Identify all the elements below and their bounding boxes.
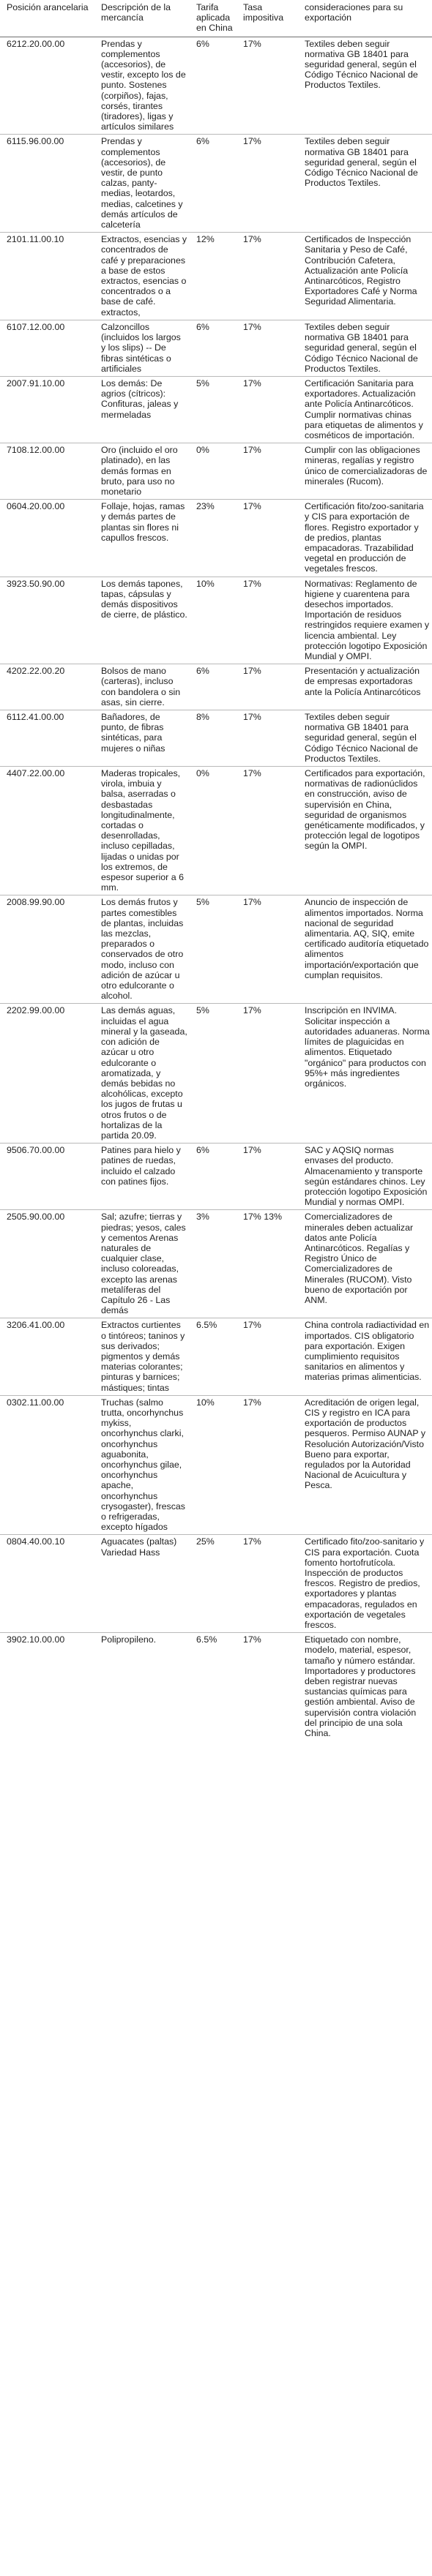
header-description: Descripción de la mercancía bbox=[101, 2, 171, 23]
china-rate-cell: 5% bbox=[196, 897, 209, 908]
table-row bbox=[0, 1318, 432, 1395]
tariff-code-cell: 7108.12.00.00 bbox=[7, 445, 65, 456]
export-notes-cell: Anuncio de inspección de alimentos importados. Norma nacional de seguridad alimentaria. AQ, SIQ, emite certificado auditoría etiquetado alimentos importación/exportación que cumplan requisitos. bbox=[305, 897, 429, 980]
table-row bbox=[0, 500, 432, 577]
china-rate-cell: 3% bbox=[196, 1212, 209, 1223]
china-rate-cell: 8% bbox=[196, 712, 209, 722]
export-notes-cell: Textiles deben seguir normativa GB 18401 para seguridad general, según el Código Técnico Nacional de Productos Textiles. bbox=[305, 136, 418, 189]
export-notes-cell: Normativas: Reglamento de higiene y cuarentena para desechos importados. Importación de residuos restringidos requiere examen y licencia ambiental. Ley protección logotipo Exposición Mundial y OMPI. bbox=[305, 578, 430, 661]
export-notes-cell: Inscripción en INVIMA. Solicitar inspección a autoridades aduaneras. Norma límites de plaguicidas en alimentos. Etiquetado "orgánico" para productos con 95%+ más ingredientes orgánicos. bbox=[305, 1005, 430, 1089]
description-cell: Las demás aguas, incluidas el agua mineral y la gaseada, con adición de azúcar u otro edulcorante o aromatizada, y demás bebidas no alcohólicas, excepto los jugos de frutas u otros frutos o de hortalizas de la partida 20.09. bbox=[101, 1005, 187, 1141]
table-row bbox=[0, 443, 432, 500]
export-notes-cell: Textiles deben seguir normativa GB 18401 para seguridad general, según el Código Técnico Nacional de Productos Textiles. bbox=[305, 712, 418, 764]
china-rate-cell: 25% bbox=[196, 1536, 215, 1547]
export-notes-cell: Certificación fito/zoo-sanitaria y CIS para exportación de flores. Registro exportador y de predios, plantas empacadoras. Trazabilidad vegetal en producción de vegetales frescos. bbox=[305, 501, 424, 574]
table-row bbox=[0, 1395, 432, 1535]
table-row bbox=[0, 233, 432, 320]
header-position: Posición arancelaria bbox=[7, 2, 89, 12]
tax-rate-cell: 17% bbox=[243, 501, 261, 512]
description-cell: Calzoncillos (incluidos los largos y los slips) -- De fibras sintéticas o artificiales bbox=[101, 321, 181, 374]
description-cell: Follaje, hojas, ramas y demás partes de plantas sin flores ni capullos frescos. bbox=[101, 501, 185, 543]
china-rate-cell: 6.5% bbox=[196, 1320, 217, 1331]
china-rate-cell: 6% bbox=[196, 136, 209, 147]
tax-rate-cell: 17% bbox=[243, 897, 261, 908]
export-notes-cell: China controla radiactividad en importados. CIS obligatorio para exportación. Exigen cumplimiento requisitos sanitarios en alimentos y materias primas alimenticias. bbox=[305, 1320, 430, 1383]
table-row bbox=[0, 710, 432, 767]
export-notes-cell: Cumplir con las obligaciones mineras, regalías y registro único de comercializadoras de minerales (Rucom). bbox=[305, 445, 428, 487]
description-cell: Patines para hielo y patines de ruedas, incluido el calzado con patines fijos. bbox=[101, 1145, 181, 1187]
tariff-code-cell: 2202.99.00.00 bbox=[7, 1005, 65, 1016]
tax-rate-cell: 17% bbox=[243, 1634, 261, 1645]
china-rate-cell: 6.5% bbox=[196, 1634, 217, 1645]
tariff-code-cell: 0604.20.00.00 bbox=[7, 501, 65, 512]
tax-rate-cell: 17% bbox=[243, 1005, 261, 1016]
china-rate-cell: 6% bbox=[196, 321, 209, 332]
tax-rate-cell: 17% bbox=[243, 712, 261, 722]
tax-rate-cell: 17% bbox=[243, 768, 261, 779]
tax-rate-cell: 17% bbox=[243, 1536, 261, 1547]
description-cell: Aguacates (paltas) Variedad Hass bbox=[101, 1536, 177, 1558]
tariff-code-cell: 0302.11.00.00 bbox=[7, 1397, 64, 1408]
table-row bbox=[0, 895, 432, 1004]
export-notes-cell: Certificados de Inspección Sanitaria y Peso de Café, Contribución Cafetera, Actualización ante Policía Antinarcóticos, Registro Exportadores Café y Norma Seguridad Alimentaria. bbox=[305, 234, 417, 307]
china-rate-cell: 0% bbox=[196, 445, 209, 456]
table-row bbox=[0, 577, 432, 664]
table-row bbox=[0, 767, 432, 895]
description-cell: Oro (incluido el oro platinado), en las demás formas en bruto, para uso no monetario bbox=[101, 445, 178, 497]
export-notes-cell: Textiles deben seguir normativa GB 18401 para seguridad general, según el Código Técnico Nacional de Productos Textiles. bbox=[305, 321, 418, 374]
tariff-code-cell: 6115.96.00.00 bbox=[7, 136, 64, 147]
tariff-code-cell: 4202.22.00.20 bbox=[7, 666, 65, 677]
description-cell: Maderas tropicales, virola, imbuia y balsa, aserradas o desbastadas longitudinalmente, cortadas o desenrolladas, incluso cepilladas, lijadas o unidas por los extremos, de espesor superior a 6 mm. bbox=[101, 768, 184, 893]
tariff-code-cell: 6107.12.00.00 bbox=[7, 321, 65, 332]
tariff-code-cell: 3902.10.00.00 bbox=[7, 1634, 65, 1645]
tax-rate-cell: 17% 13% bbox=[243, 1212, 283, 1223]
tax-rate-cell: 17% bbox=[243, 1320, 261, 1331]
tax-rate-cell: 17% bbox=[243, 666, 261, 677]
tariff-code-cell: 2505.90.00.00 bbox=[7, 1212, 65, 1223]
description-cell: Truchas (salmo trutta, oncorhynchus mykiss, oncorhynchus clarki, oncorhynchus aguabonita, oncorhynchus gilae, oncorhynchus apache, oncorhynchus crysogaster), frescas o refrigeradas, excepto hígados bbox=[101, 1397, 185, 1533]
header-rate: Tarifa aplicada en China bbox=[196, 2, 233, 34]
china-rate-cell: 6% bbox=[196, 1145, 209, 1156]
table-body bbox=[0, 37, 432, 1741]
table-row bbox=[0, 664, 432, 710]
table-row bbox=[0, 320, 432, 376]
tax-rate-cell: 17% bbox=[243, 378, 261, 388]
description-cell: Prendas y complementos (accesorios), de vestir, excepto los de punto. Sostenes (corpiños), fajas, corsés, tirantes (tiradores), ligas y artículos similares bbox=[101, 38, 186, 132]
table-row bbox=[0, 1144, 432, 1210]
description-cell: Extractos curtientes o tintóreos; taninos y sus derivados; pigmentos y demás materias colorantes; pinturas y barnices; mástiques; tintas bbox=[101, 1320, 185, 1393]
tariff-code-cell: 2008.99.90.00 bbox=[7, 897, 65, 908]
description-cell: Sal; azufre; tierras y piedras; yesos, cales y cementos Arenas naturales de cualquier clase, incluso coloreadas, excepto las arenas metalíferas del Capítulo 26 - Las demás bbox=[101, 1212, 186, 1316]
description-cell: Bolsos de mano (carteras), incluso con bandolera o sin asas, sin cierre. bbox=[101, 666, 181, 707]
tariff-code-cell: 9506.70.00.00 bbox=[7, 1145, 65, 1156]
description-cell: Bañadores, de punto, de fibras sintéticas, para mujeres o niñas bbox=[101, 712, 165, 754]
header-notes: consideraciones para su exportación bbox=[305, 2, 403, 23]
description-cell: Los demás: De agrios (cítricos): Confituras, jaleas y mermeladas bbox=[101, 378, 179, 420]
description-cell: Extractos, esencias y concentrados de café y preparaciones a base de estos extractos, esencias o concentrados o a base de café. extractos, bbox=[101, 234, 187, 318]
tariff-code-cell: 4407.22.00.00 bbox=[7, 768, 65, 779]
description-cell: Los demás frutos y partes comestibles de plantas, incluidas las mezclas, preparados o conservados de otro modo, incluso con adición de azúcar u otro edulcorante o alcohol. bbox=[101, 897, 184, 1002]
export-notes-cell: Certificados para exportación, normativas de radionúclidos en construcción, aviso de supervisión en China, seguridad de organismos genéticamente modificados, y protección legal de logotipos según la OMPI. bbox=[305, 768, 425, 852]
header-row bbox=[0, 0, 432, 37]
table-row bbox=[0, 376, 432, 443]
export-notes-cell: Etiquetado con nombre, modelo, material, espesor, tamaño y número estándar. Importadores y productores deben registrar nuevas sustancias químicas para gestión ambiental. Aviso de supervisión contra violación del principio de una sola China. bbox=[305, 1634, 417, 1739]
table-row bbox=[0, 1004, 432, 1144]
table-row bbox=[0, 135, 432, 233]
table-row bbox=[0, 1535, 432, 1633]
table-row bbox=[0, 1633, 432, 1741]
export-notes-cell: Comercializadores de minerales deben actualizar datos ante Policía Antinarcóticos. Regalías y Registro Único de Comercializadores de Minerales (RUCOM). Visto bueno de exportación por ANM. bbox=[305, 1212, 414, 1305]
tax-rate-cell: 17% bbox=[243, 234, 261, 245]
tariff-code-cell: 0804.40.00.10 bbox=[7, 1536, 65, 1547]
china-rate-cell: 5% bbox=[196, 378, 209, 388]
export-notes-cell: Certificado fito/zoo-sanitario y CIS para exportación. Cuota fomento hortofrutícola. Inspección de productos frescos. Registro de predios, exportadores y plantas empacadoras, regulados en exportación de vegetales frescos. bbox=[305, 1536, 425, 1631]
tariff-code-cell: 6112.41.00.00 bbox=[7, 712, 64, 722]
description-cell: Prendas y complementos (accesorios), de vestir, de punto calzas, panty-medias, leotardos, medias, calcetines y demás artículos de calcetería bbox=[101, 136, 183, 230]
description-cell: Polipropileno. bbox=[101, 1634, 157, 1645]
china-rate-cell: 10% bbox=[196, 1397, 215, 1408]
china-rate-cell: 12% bbox=[196, 234, 215, 245]
china-rate-cell: 6% bbox=[196, 666, 209, 677]
china-rate-cell: 5% bbox=[196, 1005, 209, 1016]
export-notes-cell: Presentación y actualización de empresas exportadoras ante la Policía Antinarcóticos bbox=[305, 666, 421, 697]
tariff-code-cell: 3206.41.00.00 bbox=[7, 1320, 65, 1331]
china-rate-cell: 0% bbox=[196, 768, 209, 779]
tariff-code-cell: 2007.91.10.00 bbox=[7, 378, 65, 388]
china-rate-cell: 10% bbox=[196, 578, 215, 589]
table-header bbox=[0, 0, 432, 37]
tax-rate-cell: 17% bbox=[243, 1397, 261, 1408]
tariff-code-cell: 6212.20.00.00 bbox=[7, 38, 65, 49]
export-notes-cell: Certificación Sanitaria para exportadores. Actualización ante Policía Antinarcóticos. Cumplir normativas chinas para etiquetas de alimentos y cosméticos de importación. bbox=[305, 378, 423, 440]
description-cell: Los demás tapones, tapas, cápsulas y demás dispositivos de cierre, de plástico. bbox=[101, 578, 187, 620]
china-rate-cell: 6% bbox=[196, 38, 209, 49]
tax-rate-cell: 17% bbox=[243, 321, 261, 332]
tax-rate-cell: 17% bbox=[243, 445, 261, 456]
table-row bbox=[0, 37, 432, 135]
china-rate-cell: 23% bbox=[196, 501, 215, 512]
tax-rate-cell: 17% bbox=[243, 136, 261, 147]
tariff-code-cell: 2101.11.00.10 bbox=[7, 234, 64, 245]
tariff-code-cell: 3923.50.90.00 bbox=[7, 578, 65, 589]
export-notes-cell: Textiles deben seguir normativa GB 18401 para seguridad general, según el Código Técnico Nacional de Productos Textiles. bbox=[305, 38, 418, 91]
table-row bbox=[0, 1210, 432, 1318]
export-notes-cell: SAC y AQSIQ normas envases del producto. Almacenamiento y transporte según estándares chinos. Ley protección logotipo Exposición Mundial y normas OMPI. bbox=[305, 1145, 428, 1208]
tax-rate-cell: 17% bbox=[243, 1145, 261, 1156]
header-tax: Tasa impositiva bbox=[243, 2, 284, 23]
tax-rate-cell: 17% bbox=[243, 38, 261, 49]
tax-rate-cell: 17% bbox=[243, 578, 261, 589]
export-notes-cell: Acreditación de origen legal, CIS y registro en ICA para exportación de productos pesqueros. Permiso AUNAP y Resolución Autorización/Visto Bueno para exportar, regulados por la Autoridad Nacional de Acuicultura y Pesca. bbox=[305, 1397, 426, 1491]
